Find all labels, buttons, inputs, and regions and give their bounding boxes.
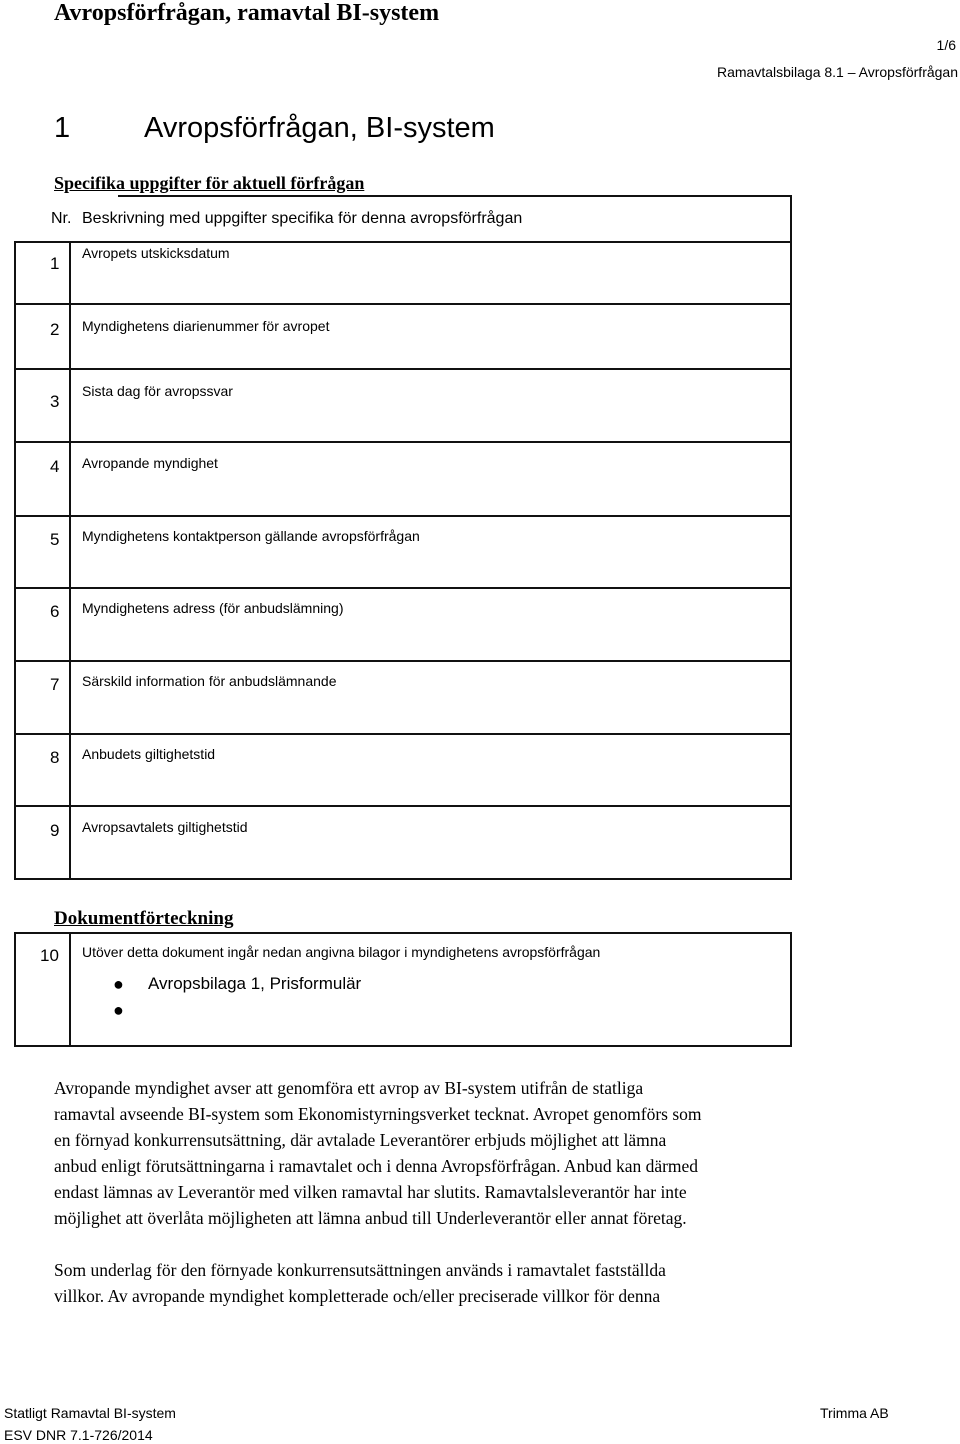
row-divider (14, 303, 792, 305)
row-divider (14, 515, 792, 517)
table-row-number: 8 (50, 748, 60, 767)
paragraph-line: Avropande myndighet avser att genomföra ett avrop av BI-system utifrån de statliga (54, 1078, 644, 1098)
bullet-dot: ● (113, 974, 124, 994)
paragraph-line: ramavtal avseende BI-system som Ekonomistyrningsverket tecknat. Avropet genomförs som (54, 1104, 702, 1124)
table-row-label: Myndighetens adress (för anbudslämning) (82, 600, 344, 616)
table-border (118, 195, 790, 197)
table-border (790, 195, 792, 880)
paragraph-line: en förnyad konkurrensutsättning, där avtalade Leverantörer erbjuds möjlighet att lämna (54, 1130, 667, 1150)
table-border (14, 1045, 792, 1047)
bullet-dot: ● (113, 1000, 124, 1020)
row-divider (14, 805, 792, 807)
document-title: Avropsförfrågan, ramavtal BI-system (54, 0, 440, 26)
table-border (69, 241, 71, 880)
specifics-table-header (14, 210, 790, 242)
table-row-number: 10 (40, 946, 59, 965)
column-header-nr: Nr. (51, 210, 72, 227)
row-divider (14, 441, 792, 443)
row-divider (14, 587, 792, 589)
document-list-heading: Dokumentförteckning (54, 908, 234, 929)
page-number: 1/6 (936, 37, 956, 53)
table-row-number: 4 (50, 457, 60, 476)
attachments-intro: Utöver detta dokument ingår nedan angivna bilagor i myndighetens avropsförfrågan (82, 944, 601, 960)
attachment-item: Avropsbilaga 1, Prisformulär (148, 974, 362, 993)
table-border (69, 932, 71, 1047)
table-row-number: 9 (50, 821, 60, 840)
section-heading (54, 112, 495, 145)
table-row-number: 7 (50, 675, 60, 694)
section-heading-number: 1 (54, 112, 71, 144)
appendix-label: Ramavtalsbilaga 8.1 – Avropsförfrågan (717, 64, 958, 80)
row-divider (14, 733, 792, 735)
table-row-label: Anbudets giltighetstid (82, 746, 216, 762)
table-border (14, 878, 792, 880)
table-row-label: Avropsavtalets giltighetstid (82, 819, 248, 835)
table-row-label: Särskild information för anbudslämnande (82, 673, 337, 689)
footer-company: Trimma AB (820, 1405, 889, 1421)
table-border (14, 932, 792, 934)
paragraph-line: Som underlag för den förnyade konkurrensutsättningen används i ramavtalet fastställda (54, 1260, 666, 1280)
table-row-label: Myndighetens diarienummer för avropet (82, 318, 330, 334)
footer-reference: ESV DNR 7.1-726/2014 (4, 1427, 153, 1443)
section-heading-text: Avropsförfrågan, BI-system (144, 112, 495, 144)
table-row-label: Avropets utskicksdatum (82, 245, 230, 261)
paragraph-line: anbud enligt förutsättningarna i ramavtalet och i denna Avropsförfrågan. Anbud kan därmed (54, 1156, 699, 1176)
paragraph-line: villkor. Av avropande myndighet kompletterade och/eller preciserade villkor för denna (54, 1286, 661, 1306)
table-row-label: Sista dag för avropssvar (82, 383, 233, 399)
body-paragraph-1 (54, 1075, 824, 1231)
column-header-description: Beskrivning med uppgifter specifika för denna avropsförfrågan (82, 210, 523, 227)
table-row-number: 3 (50, 392, 60, 411)
table-border (14, 932, 16, 1047)
table-row-label: Myndighetens kontaktperson gällande avropsförfrågan (82, 528, 420, 544)
footer-agreement: Statligt Ramavtal BI-system (4, 1405, 176, 1421)
paragraph-line: möjlighet att överlåta möjligheten att lämna anbud till Underleverantör eller annat företag. (54, 1208, 687, 1228)
table-row-number: 2 (50, 320, 60, 339)
row-divider (14, 660, 792, 662)
table-border (14, 241, 792, 243)
table-border (790, 932, 792, 1047)
body-paragraph-2 (54, 1257, 824, 1309)
table-row-label: Avropande myndighet (82, 455, 218, 471)
table-row-number: 6 (50, 602, 60, 621)
paragraph-line: endast lämnas av Leverantör med vilken ramavtal har slutits. Ramavtalsleverantör har inte (54, 1182, 687, 1202)
specifics-subheading: Specifika uppgifter för aktuell förfrågan (54, 173, 365, 193)
table-row-number: 1 (50, 254, 60, 273)
table-border (14, 241, 16, 880)
table-row-number: 5 (50, 530, 60, 549)
row-divider (14, 368, 792, 370)
